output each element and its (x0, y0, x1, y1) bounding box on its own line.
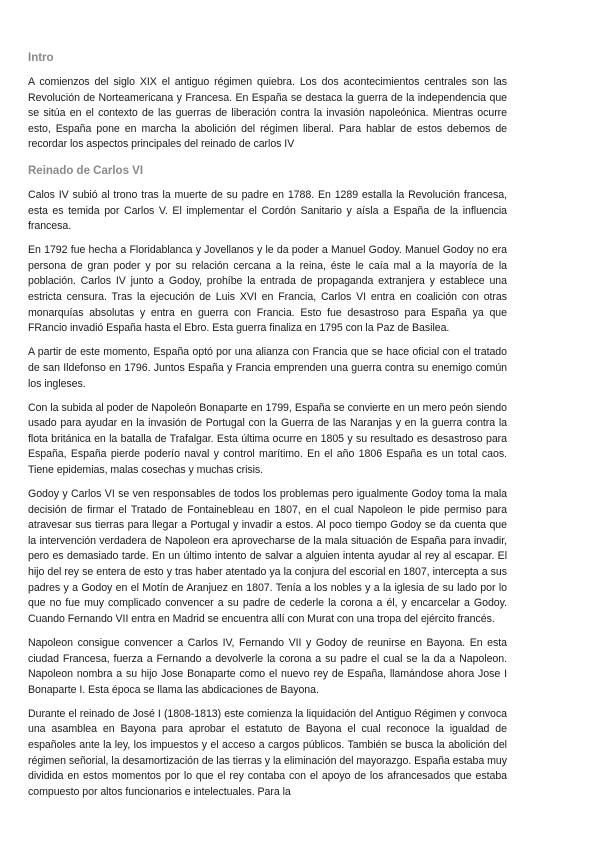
paragraph: En 1792 fue hecha a Floridablanca y Jovellanos y le da poder a Manuel Godoy. Manuel Godoy no era persona de gran poder y por su relación cercana a la reina, éste le caía mal a la mayoría de la población. Carlos IV junto a Godoy, prohíbe la entrada de propaganda extranjera y establece una estricta censura. Tras la ejecución de Luis XVI en Francia, Carlos VI entra en coalición con otras monarquías absolutas y entra en guerra con Francia. Esto fue desastroso para España ya que FRancio invadió España hasta el Ebro. Esta guerra finaliza en 1795 con la Paz de Basilea. (28, 244, 507, 335)
section-heading-reinado: Reinado de Carlos VI (28, 164, 144, 177)
paragraph: Con la subida al poder de Napoleón Bonaparte en 1799, España se convierte en un mero peón siendo usado para ayudar en la invasión de Portugal con la Guerra de las Naranjas y en la guerra contra la flota británica en la batalla de Trafalgar. Esta última ocurre en 1805 y su resultado es desastroso para España, España pierde poderío naval y control marítimo. En el año 1806 España es un total caos. Tiene epidemias, malas cosechas y muchas crisis. (28, 401, 507, 476)
intro-paragraph: A comienzos del siglo XIX el antiguo régimen quiebra. Los dos acontecimientos centrales son las Revolución de Norteamericana y Francesa. En España se destaca la guerra de la independencia que se sitúa en el contexto de las guerras de liberación contra la invasión napoleónica. Mientras ocurre esto, España pone en marcha la abolición del régimen liberal. Para hablar de estos debemos de recordar los aspectos principales del reinado de carlos IV (28, 76, 507, 151)
paragraph: Godoy y Carlos VI se ven responsables de todos los problemas pero igualmente Godoy toma la mala decisión de firmar el Tratado de Fontainebleau en 1807, en el cual Napoleon le pide permiso para atravesar sus tierras para llegar a Portugal y invadir a estos. Al poco tiempo Godoy se da cuenta que la intervención verdadera de Napoleon era aprovecharse de la mala situación de España para invadir, pero es demasiado tarde. En un último intento de salvar a alguien intenta ayudar al rey al escapar. El hijo del rey se entera de esto y tras haber atentado ya la conjura del escorial en 1807, intercepta a sus padres y a Godoy en el Motín de Aranjuez en 1807. Tenía a los nobles y a la iglesia de su lado por lo que no fue muy complicado convencer a su padre de cederle la corona a él, y encarcelar a Godoy. Cuando Fernando VII entra en Madrid se encuentra allí con Murat con una tropa del ejército francés. (28, 488, 507, 625)
paragraph: A partir de este momento, España optó por una alianza con Francia que se hace oficial con el tratado de san Ildefonso en 1796. Juntos España y Francia emprenden una guerra contra su enemigo común los ingleses. (28, 346, 507, 390)
document-page (28, 50, 507, 809)
paragraph: Calos IV subió al trono tras la muerte de su padre en 1788. En 1289 estalla la Revolución francesa, esta es temida por Carlos V. El implementar el Cordón Sanitario y aísla a España de la influencia francesa. (28, 188, 507, 233)
paragraph: Durante el reinado de José I (1808-1813) este comienza la liquidación del Antiguo Régimen y convoca una asamblea en Bayona para aprobar el estatuto de Bayona el cual reconoce la igualdad de españoles ante la ley, los impuestos y el acceso a cargos públicos. También se busca la abolición del régimen señorial, la desamortización de las tierras y la eliminación del mayorazgo. España estaba muy dividida en estos momentos por lo que el rey contaba con el apoyo de los afrancesados que estaba compuesto por altos funcionarios e intelectuales. Para la (28, 707, 507, 798)
paragraph: Napoleon consigue convencer a Carlos IV, Fernando VII y Godoy de reunirse en Bayona. En esta ciudad Francesa, fuerza a Fernando a devolverle la corona a su padre el cual se la da a Napoleon. Napoleon nombra a su hijo Jose Bonaparte como el nuevo rey de España, llamándose ahora Jose I Bonaparte I. Esta época se llama las abdicaciones de Bayona. (28, 636, 507, 696)
section-heading-intro: Intro (28, 52, 54, 64)
